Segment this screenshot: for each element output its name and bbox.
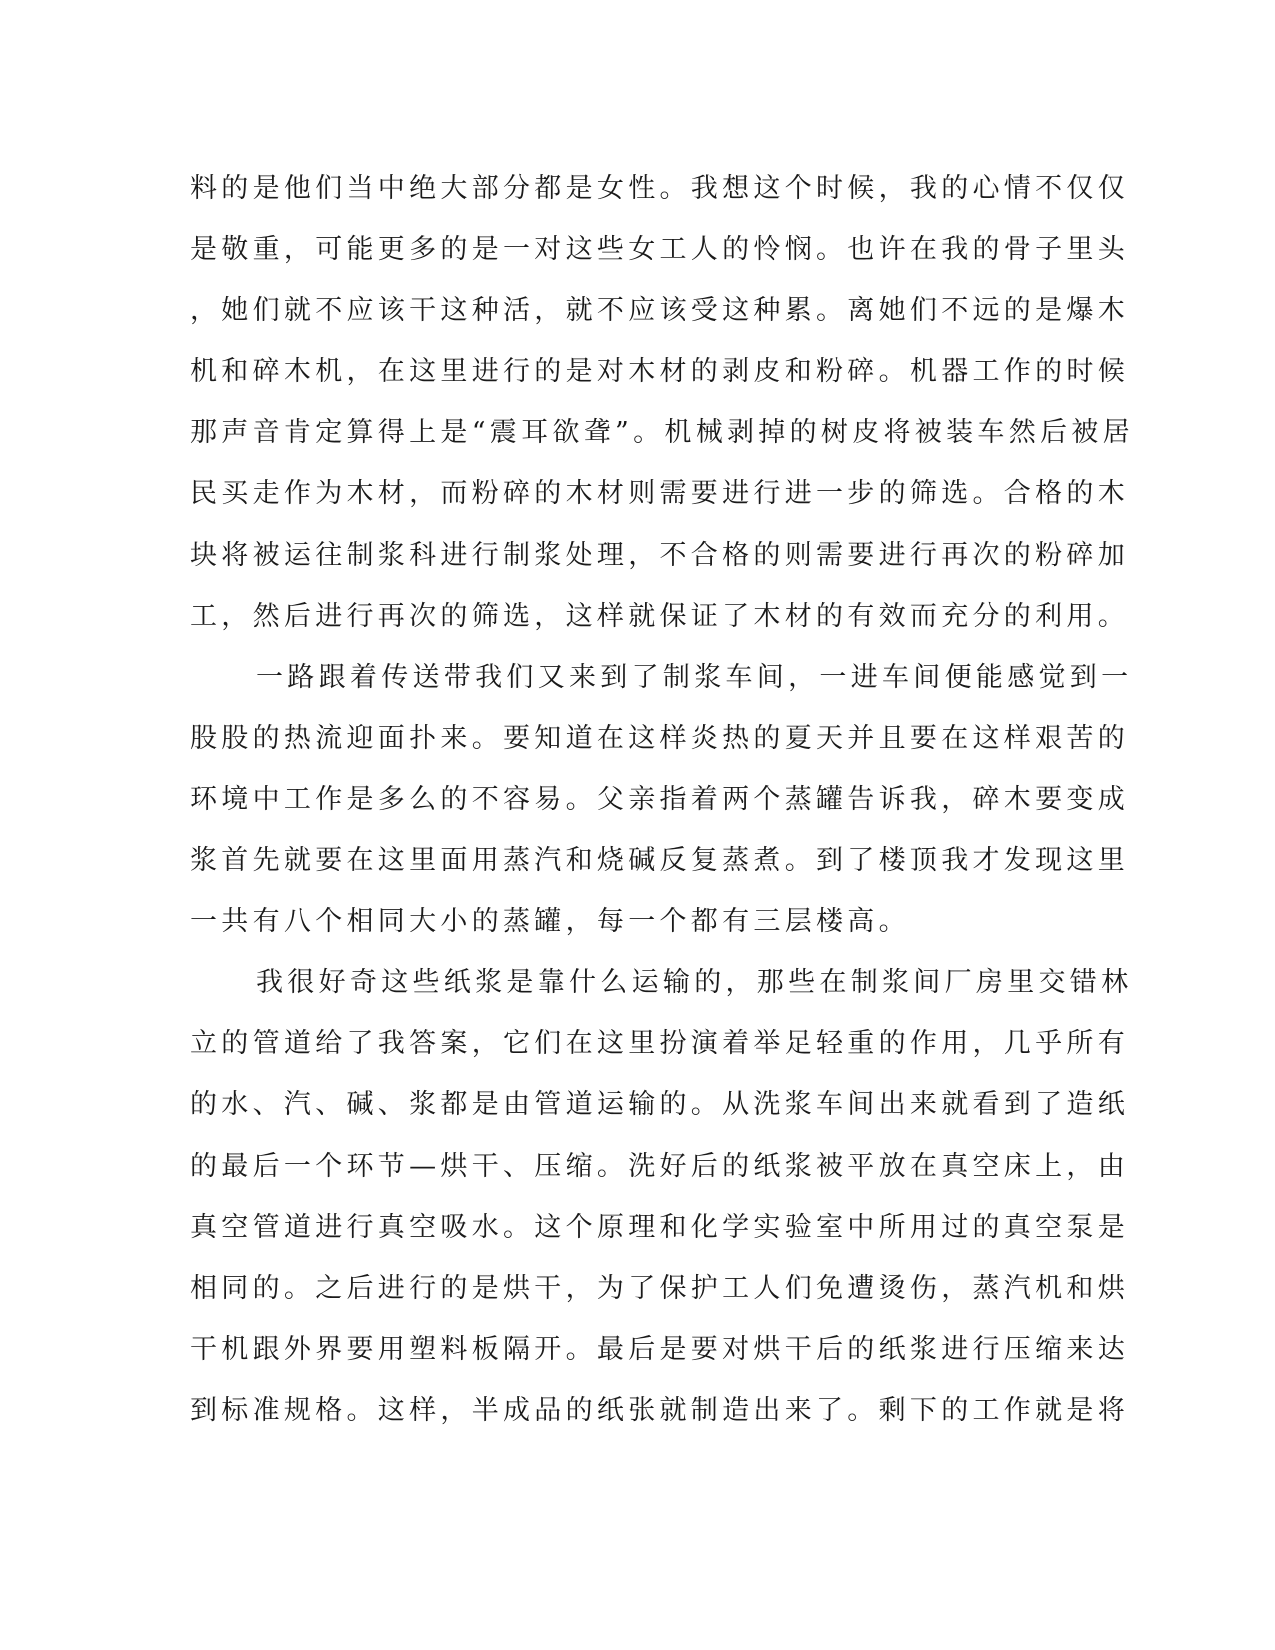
text-line: 块将被运往制浆科进行制浆处理，不合格的则需要进行再次的粉碎加 <box>190 539 1129 571</box>
text-line: 立的管道给了我答案，它们在这里扮演着举足轻重的作用，几乎所有 <box>190 1028 1129 1060</box>
paragraph-first-line: 我很好奇这些纸浆是靠什么运输的，那些在制浆间厂房里交错林 <box>256 967 1133 999</box>
text-line: ，她们就不应该干这种活，就不应该受这种累。离她们不远的是爆木 <box>190 295 1129 327</box>
text-line: 机和碎木机，在这里进行的是对木材的剥皮和粉碎。机器工作的时候 <box>190 356 1129 388</box>
text-line: 真空管道进行真空吸水。这个原理和化学实验室中所用过的真空泵是 <box>190 1211 1129 1243</box>
text-line: 到标准规格。这样，半成品的纸张就制造出来了。剩下的工作就是将 <box>190 1394 1129 1426</box>
text-line: 料的是他们当中绝大部分都是女性。我想这个时候，我的心情不仅仅 <box>190 173 1129 204</box>
paragraph-first-line: 一路跟着传送带我们又来到了制浆车间，一进车间便能感觉到一 <box>256 661 1133 693</box>
text-line: 的水、汽、碱、浆都是由管道运输的。从洗浆车间出来就看到了造纸 <box>190 1089 1129 1121</box>
body-text <box>190 158 1134 1441</box>
text-line: 一共有八个相同大小的蒸罐，每一个都有三层楼高。 <box>190 906 910 938</box>
text-line: 那声音肯定算得上是“震耳欲聋”。机械剥掉的树皮将被装车然后被居 <box>190 417 1134 449</box>
text-line: 浆首先就要在这里面用蒸汽和烧碱反复蒸煮。到了楼顶我才发现这里 <box>190 845 1129 877</box>
text-line: 相同的。之后进行的是烘干，为了保护工人们免遭烫伤，蒸汽机和烘 <box>190 1272 1129 1304</box>
text-line: 环境中工作是多么的不容易。父亲指着两个蒸罐告诉我，碎木要变成 <box>190 783 1129 815</box>
text-line: 股股的热流迎面扑来。要知道在这样炎热的夏天并且要在这样艰苦的 <box>190 722 1129 754</box>
text-line: 民买走作为木材，而粉碎的木材则需要进行进一步的筛选。合格的木 <box>190 478 1129 510</box>
text-line: 干机跟外界要用塑料板隔开。最后是要对烘干后的纸浆进行压缩来达 <box>190 1333 1129 1365</box>
text-line: 是敬重，可能更多的是一对这些女工人的怜悯。也许在我的骨子里头 <box>190 234 1129 266</box>
text-line: 工，然后进行再次的筛选，这样就保证了木材的有效而充分的利用。 <box>190 600 1129 632</box>
text-line: 的最后一个环节—烘干、压缩。洗好后的纸浆被平放在真空床上，由 <box>190 1150 1129 1182</box>
